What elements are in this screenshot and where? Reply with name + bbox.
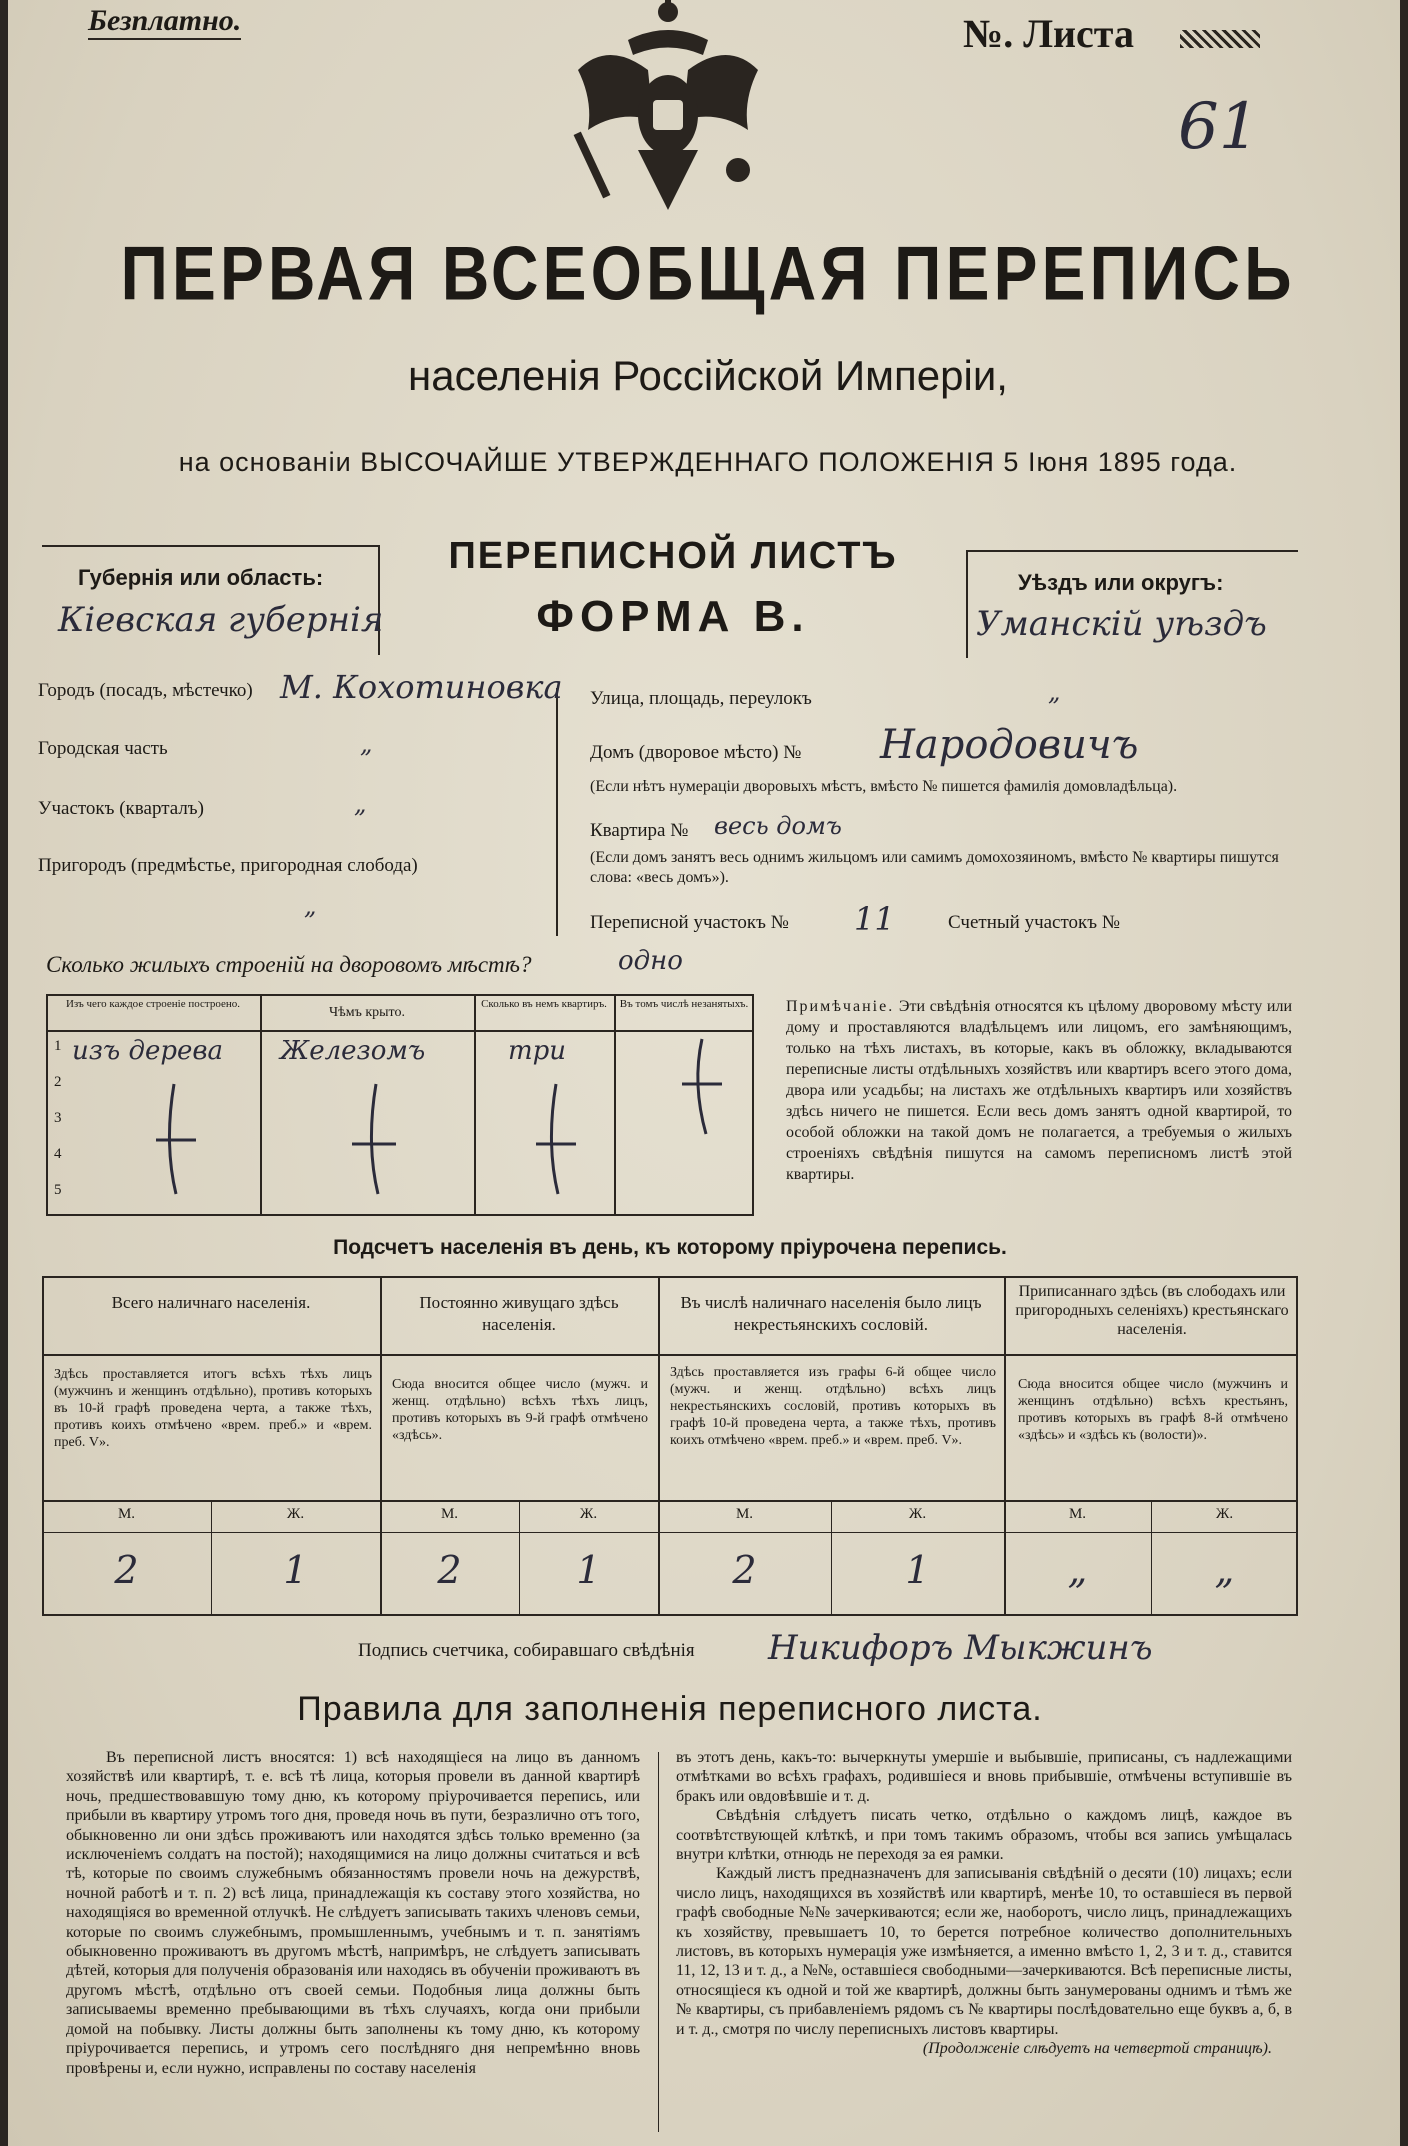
street-value: „ — [1048, 678, 1061, 706]
signature-label: Подпись счетчика, собиравшаго свѣдѣнія — [358, 1640, 695, 1661]
note-label: Примѣчаніе. — [786, 998, 895, 1015]
count-col4-m-header: М. — [1068, 1506, 1087, 1522]
count-col1-title: Всего наличнаго населенія. — [111, 1293, 311, 1312]
sheet-number-label: №. Листа — [963, 11, 1134, 56]
apartment-label: Квартира № — [590, 820, 689, 841]
buildings-row1-material: изъ дерева — [72, 1036, 224, 1066]
city-part-value: „ — [360, 730, 373, 758]
count-col3-m-value: 2 — [732, 1548, 757, 1592]
count-col2-m-value: 2 — [437, 1548, 462, 1592]
city-part-label: Городская часть — [38, 738, 168, 759]
count-col4-desc: Сюда вносится общее число (мужчинъ и женщинъ отдѣльно) всѣхъ крестьянъ, противъ которыхъ въ графѣ 8-й отмѣчено «здѣсь» и «здѣсь къ (волости)». — [1018, 1377, 1288, 1443]
buildings-row-1: 1 — [54, 1038, 62, 1054]
buildings-answer: одно — [618, 946, 683, 976]
gubernia-value: Кіевская губернія — [58, 600, 384, 640]
apartment-value: весь домъ — [714, 812, 842, 840]
buildings-col-material: Изъ чего каждое строеніе построено. — [65, 998, 241, 1010]
count-heading: Подсчетъ населенія въ день, къ которому пріурочена перепись. — [333, 1236, 1007, 1259]
count-col4-zh-header: Ж. — [1215, 1506, 1234, 1522]
count-col2-zh-value: 1 — [576, 1548, 601, 1592]
count-col3-zh-header: Ж. — [908, 1506, 927, 1522]
buildings-row-4: 4 — [54, 1146, 62, 1162]
form-title: ПЕРЕПИСНОЙ ЛИСТЪ — [448, 535, 898, 577]
count-col1-zh-header: Ж. — [286, 1506, 305, 1522]
buildings-row-3: 3 — [54, 1110, 62, 1126]
uezd-value: Уманскій уѣздъ — [976, 604, 1267, 644]
rules-right-p1: въ этотъ день, какъ-то: вычеркнуты умершіе и выбывшіе, приписаны, съ надлежащими отмѣтками во всѣхъ графахъ, родившіеся и вновь прибывшіе, отмѣчены вступившіе въ бракъ или овдовѣвшіе и т. д. — [676, 1749, 1292, 1805]
buildings-row1-apartments: три — [508, 1036, 567, 1066]
suburb-label: Пригородъ (предмѣстье, пригородная слобода) — [38, 855, 418, 876]
suburb-value: „ — [304, 892, 317, 920]
address-divider — [556, 688, 558, 936]
house-value: Народовичъ — [880, 722, 1139, 768]
count-col3-zh-value: 1 — [905, 1548, 930, 1592]
buildings-dash-marks — [46, 994, 754, 1216]
house-note: (Если нѣтъ нумераціи дворовыхъ мѣстъ, вмѣсто № пишется фамилія домовладѣльца). — [590, 778, 1178, 795]
rules-right-p3: Каждый листъ предназначенъ для записыванія свѣдѣній о десяти (10) лицахъ; если число лицъ, находящихся въ хозяйствѣ или квартирѣ, менѣе 10, то оставшіеся въ первой графѣ свободные №№ зачеркиваются; если же, наоборотъ, число лицъ, принадлежащихъ къ хозяйству, превышаетъ 10, то берется потребное количество дополнительныхъ листовъ, въ которыхъ нумерація уже измѣняется, а именно вмѣсто 1, 2, 3 и т. д., ставится 11, 12, 13 и т. д., а №№, оставшіеся свободными—зачеркиваются. Всѣ переписные листы, относящіеся къ одной и той же квартирѣ, должны быть занумерованы однимъ и тѣмъ же № квартиры, съ прибавленіемъ рядомъ съ № квартиры послѣдовательно еще буквъ а, б, в и т. д., смотря по числу переписныхъ листовъ квартиры. — [676, 1865, 1292, 2038]
count-col1-m-value: 2 — [114, 1548, 139, 1592]
count-col2-m-header: М. — [440, 1506, 459, 1522]
note-text: Эти свѣдѣнія относятся къ цѣлому дворовому мѣсту или дому и проставляются владѣльцемъ или лицомъ, его замѣняющимъ, только на тѣхъ листахъ, въ которые, какъ въ обложку, вкладываются переписные листы отдѣльныхъ хозяйствъ или квартиръ всего этого дома, двора или усадьбы; на листахъ же отдѣльныхъ квартиръ или хозяйствъ здѣсь ничего не пишется. Если весь домъ занятъ одной квартирой, то особой обложки на такой домъ не полагается, а требуемыя о жилыхъ строеніяхъ свѣдѣнія пишутся на самомъ переписномъ листѣ этой квартиры. — [786, 998, 1293, 1183]
apartment-note: (Если домъ занятъ весь однимъ жильцомъ или самимъ домохозяиномъ, вмѣсто № квартиры пишутся слова: «весь домъ»). — [590, 849, 1279, 886]
main-title: ПЕРВАЯ ВСЕОБЩАЯ ПЕРЕПИСЬ — [120, 230, 1296, 316]
street-label: Улица, площадь, переулокъ — [590, 688, 812, 709]
sheet-number-value: 61 — [1178, 90, 1260, 164]
count-col2-desc: Сюда вносится общее число (мужч. и женщ. отдѣльно) всѣхъ тѣхъ лицъ, противъ которыхъ въ 9-й графѣ отмѣчено «здѣсь». — [392, 1377, 648, 1443]
district-label: Участокъ (кварталъ) — [38, 798, 204, 819]
count-col2-title: Постоянно живущаго здѣсь населенія. — [419, 1293, 619, 1334]
buildings-row-2: 2 — [54, 1074, 62, 1090]
buildings-row-5: 5 — [54, 1182, 62, 1198]
gubernia-label: Губернія или область: — [78, 565, 324, 590]
census-district-label: Переписной участокъ № — [590, 912, 789, 933]
rules-left-column: Въ переписной листъ вносятся: 1) всѣ находящіеся на лицо въ данномъ хозяйствѣ или квартирѣ, т. е. всѣ тѣ лица, которыя провели въ данной квартирѣ ночь, предшествовавшую тому дню, къ которому пріурочивается перепись, или прибыли въ квартиру утромъ того дня, проведя ночь въ пути, безразлично отъ того, обыкновенно ли они здѣсь проживаютъ или находятся здѣсь только временно (за исключеніемъ солдатъ на постой); находящимися на лицо должны считаться и всѣ тѣ, которые по своимъ служебнымъ обязанностямъ провели ночь на дежурствѣ, ночной работѣ и т. п. 2) всѣ лица, принадлежащія къ составу этого хозяйства, но находящіяся во временной отлучкѣ. Не слѣдуетъ записывать такихъ членовъ семьи, которые по своимъ служебнымъ, промышленнымъ, учебнымъ и т. п. занятіямъ обыкновенно проживаютъ въ другомъ мѣстѣ, напримѣръ, не слѣдуетъ записывать дѣтей, которыя для полученія образованія или находясь въ обученіи проживаютъ въ другомъ мѣстѣ, отдѣльно отъ своей семьи. Подобныя лица должны быть записываемы временно пребывающими въ тѣхъ случаяхъ, когда они прибыли домой на побывку. Листы должны быть заполнены къ тому дню, къ которому пріурочивается перепись, и утромъ сего послѣдняго дня непремѣнно вновь провѣрены и, если нужно, исправлены по составу населенія — [66, 1749, 640, 2077]
signature-value: Никифоръ Мыкжинъ — [768, 1628, 1153, 1668]
count-col1-desc: Здѣсь проставляется итогъ всѣхъ тѣхъ лицъ (мужчинъ и женщинъ отдѣльно), противъ которыхъ въ 10-й графѣ проведена черта, а также тѣхъ, противъ коихъ отмѣчено «врем. преб.» и «врем. преб. V». — [54, 1367, 372, 1450]
uezd-label: Уѣздъ или округъ: — [1018, 570, 1224, 595]
count-col1-zh-value: 1 — [283, 1548, 308, 1592]
legal-basis: на основаніи ВЫСОЧАЙШЕ УТВЕРЖДЕННАГО ПОЛОЖЕНІЯ 5 Іюня 1895 года. — [178, 447, 1238, 477]
house-label: Домъ (дворовое мѣсто) № — [590, 742, 802, 763]
note — [786, 996, 1292, 1185]
census-sheet — [8, 0, 1400, 2146]
buildings-row1-roof: Железомъ — [280, 1036, 426, 1066]
count-col3-m-header: М. — [735, 1506, 754, 1522]
buildings-col-vacant: Въ томъ числѣ незанятыхъ. — [619, 998, 749, 1010]
count-col1-m-header: М. — [117, 1506, 136, 1522]
census-district-value: 11 — [854, 900, 895, 938]
rules-heading: Правила для заполненія переписного листа. — [297, 1690, 1043, 1728]
free-label: Безплатно. — [88, 4, 241, 40]
sheet-number-hatching — [1180, 30, 1260, 48]
count-col4-zh-value: „ — [1214, 1548, 1235, 1592]
count-col4-title: Приписаннаго здѣсь (въ слободахъ или пригородныхъ селеніяхъ) крестьянскаго населенія. — [1015, 1283, 1289, 1338]
rules-continued: (Продолженіе слѣдуетъ на четвертой страницѣ). — [922, 2040, 1272, 2058]
district-value: „ — [354, 790, 367, 818]
rules-right-p2: Свѣдѣнія слѣдуетъ писать четко, отдѣльно о каждомъ лицѣ, каждое въ соотвѣтствующей клѣткѣ, и при томъ такимъ образомъ, чтобы вся запись умѣщалась внутри клѣтки, отнюдь не переходя за ея рамки. — [676, 1807, 1292, 1864]
main-subtitle: населенія Россійской Имперіи, — [408, 352, 1008, 399]
count-col3-desc: Здѣсь проставляется изъ графы 6-й общее число (мужч. и женщ. отдѣльно) всѣхъ лицъ некрестьянскихъ сословій, противъ которыхъ въ графѣ 10-й проведена черта, а также тѣхъ, противъ коихъ отмѣчено «врем. преб.» и «врем. преб. V». — [670, 1365, 996, 1448]
count-col3-title: Въ числѣ наличнаго населенія было лицъ некрестьянскихъ сословій. — [680, 1293, 982, 1334]
city-value: М. Кохотиновка — [280, 668, 563, 706]
buildings-col-roof: Чѣмъ крыто. — [329, 1005, 405, 1020]
buildings-question: Сколько жилыхъ строеній на дворовомъ мѣстѣ? — [46, 952, 532, 977]
count-col2-zh-header: Ж. — [579, 1506, 598, 1522]
rules-right-column — [676, 1748, 1292, 2059]
city-label: Городъ (посадъ, мѣстечко) — [38, 680, 253, 701]
form-name: ФОРМА В. — [536, 592, 810, 641]
buildings-col-apartments: Сколько въ немъ квартиръ. — [481, 998, 607, 1010]
counting-district-label: Счетный участокъ № — [948, 912, 1120, 933]
count-col4-m-value: „ — [1067, 1548, 1088, 1592]
imperial-eagle-emblem — [568, 0, 768, 220]
